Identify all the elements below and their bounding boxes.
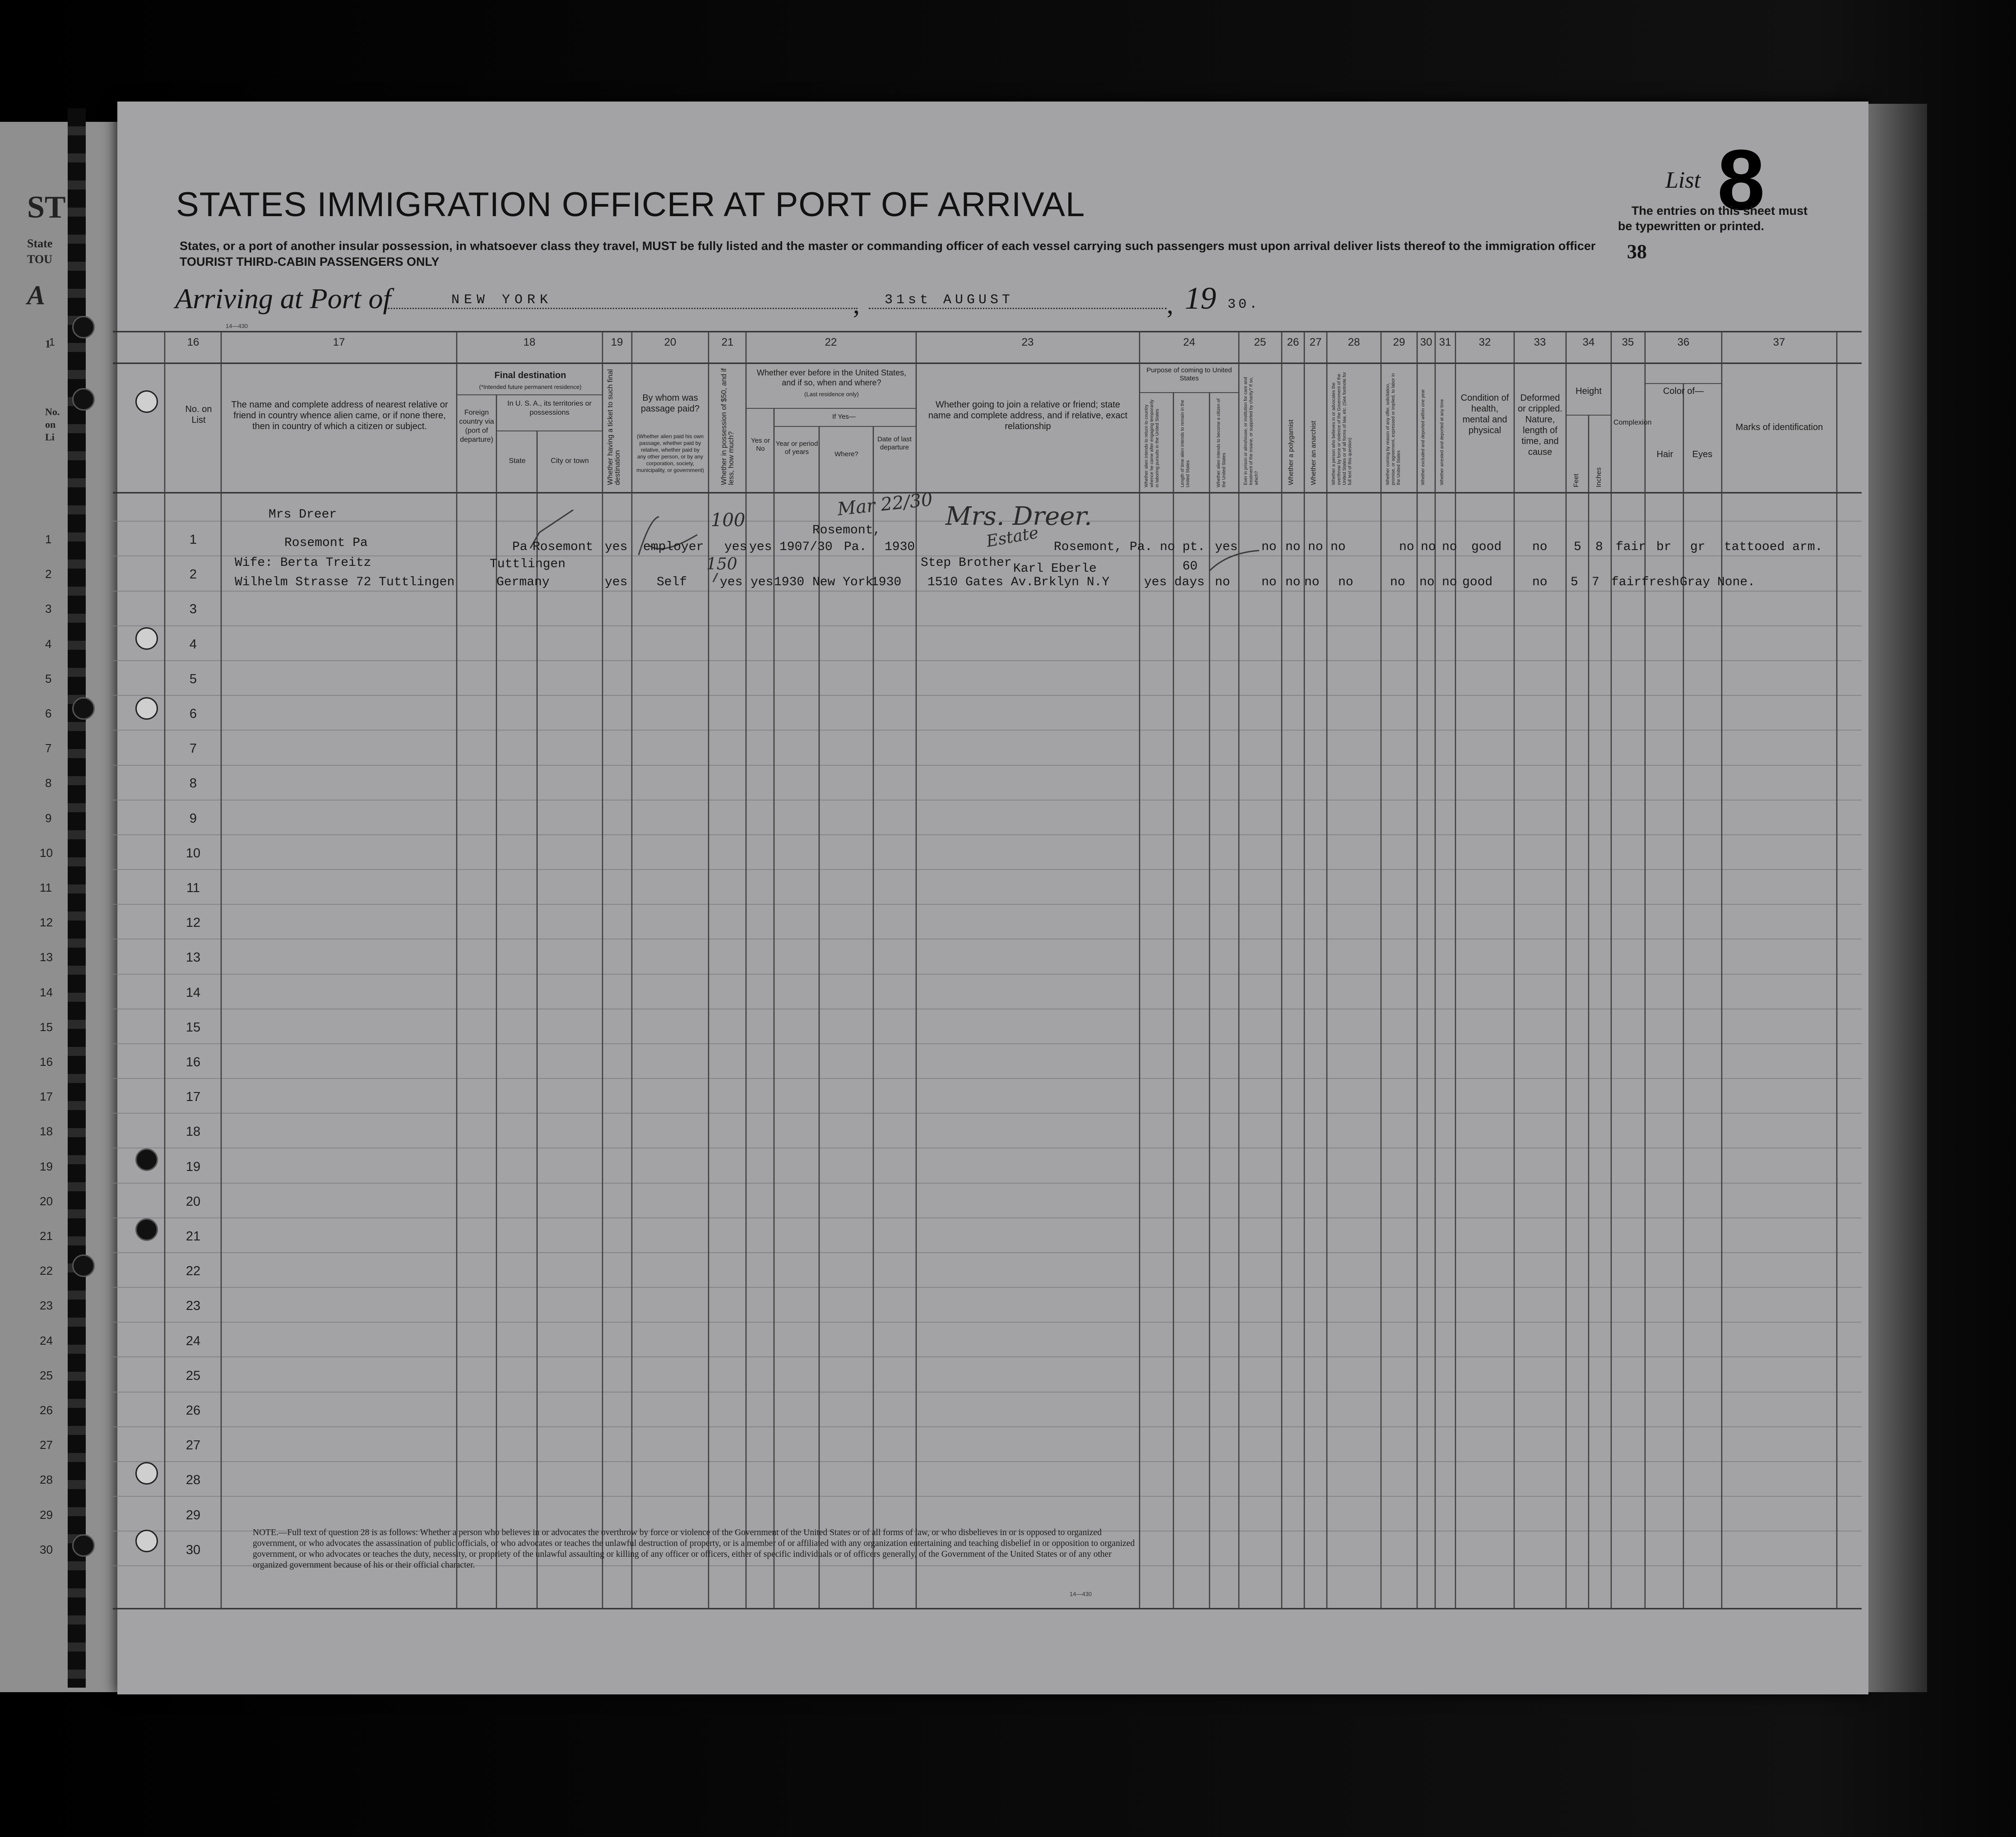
row1-years: 1907/30 <box>779 540 833 554</box>
column-number: 29 <box>1393 336 1405 348</box>
prev-page-row-number: 19 <box>40 1159 53 1173</box>
punch-hole <box>135 1530 158 1552</box>
header-purpose: Purpose of coming to United States <box>1146 366 1232 382</box>
row2-q31: no <box>1442 575 1457 589</box>
row-number: 8 <box>189 776 197 791</box>
row-number: 16 <box>185 1055 201 1069</box>
header-foreign-country: Foreign country via (port of departure) <box>459 409 494 444</box>
row1-marks: tattooed arm. <box>1724 540 1823 554</box>
row-number: 18 <box>185 1124 201 1139</box>
row2-years: 1930 <box>774 575 805 589</box>
row2-where: New York <box>812 575 873 589</box>
row-number: 15 <box>185 1020 201 1035</box>
punch-hole <box>72 1534 95 1557</box>
row2-has-money: yes <box>720 575 743 589</box>
row1-health: good <box>1471 540 1502 554</box>
row-number: 23 <box>185 1299 201 1314</box>
header-height: Height <box>1576 386 1602 396</box>
prev-page-row-number: 2 <box>45 567 52 581</box>
prev-page-row-number: 4 <box>45 637 52 651</box>
header-hair: Hair <box>1656 449 1673 459</box>
row1-inches: 8 <box>1595 540 1603 554</box>
prev-page-row-number: 5 <box>45 671 52 685</box>
row1-hair: br <box>1656 540 1672 554</box>
row2-length-of-stay-number: 60 <box>1182 560 1198 574</box>
list-note-line-2: be typewritten or printed. <box>1618 219 1765 233</box>
punch-hole <box>72 316 95 338</box>
row1-relative-address: Rosemont Pa <box>284 536 368 550</box>
header-purpose-return: Whether alien intends to return to country whence he came after engaging temporarily in laboring pursuits in the United States <box>1144 399 1160 487</box>
row1-polygamist: no <box>1285 540 1301 554</box>
row2-last-departure: 1930 <box>871 575 902 589</box>
row1-hand-annotation-2: Estate <box>985 523 1040 551</box>
row2-q30: no <box>1419 575 1435 589</box>
comma-separator: , <box>853 289 860 319</box>
comma-separator: , <box>1167 289 1173 319</box>
row2-deformed: no <box>1532 575 1548 589</box>
punch-hole <box>72 697 95 720</box>
row-number: 26 <box>185 1403 201 1418</box>
port-of-arrival: NEW YORK <box>451 292 553 308</box>
punch-hole <box>135 1218 158 1241</box>
row-number: 17 <box>185 1090 201 1105</box>
header-inches: Inches <box>1595 467 1603 487</box>
column-number: 22 <box>825 336 837 348</box>
header-final-destination: Final destination <box>494 370 566 380</box>
row1-joining-handwritten: Mrs. Dreer. <box>945 502 1092 531</box>
column-number: 31 <box>1439 336 1451 348</box>
column-number: 35 <box>1622 336 1634 348</box>
row2-feet: 5 <box>1571 575 1578 589</box>
row1-city: Rosemont <box>533 540 593 554</box>
prev-page-row-number: 25 <box>40 1368 53 1382</box>
row1-deformed: no <box>1532 540 1548 554</box>
row2-anarchist: no <box>1304 575 1320 589</box>
page-title: STATES IMMIGRATION OFFICER AT PORT OF ARRIVAL <box>176 185 1085 224</box>
prev-page-row-number: 28 <box>40 1473 53 1487</box>
row1-where-line1: Rosemont, <box>812 523 881 537</box>
header-city: City or town <box>551 457 589 465</box>
prev-page-fragment: Li <box>45 431 55 443</box>
header-final-destination-note: (*Intended future permanent residence) <box>479 384 582 390</box>
row2-relative-address: Wilhelm Strasse 72 Tuttlingen <box>235 575 455 589</box>
prev-page-row-number: 30 <box>40 1542 53 1556</box>
header-q30: Whether excluded and deported within one year <box>1421 389 1426 485</box>
column-number: 21 <box>721 336 734 348</box>
row1-prison: no <box>1261 540 1277 554</box>
row1-passage-paid-by: employer <box>643 540 704 554</box>
header-passage: By whom was passage paid? <box>640 393 700 414</box>
header-in-usa: In U. S. A., its territories or possessions <box>507 400 592 416</box>
row-number: 25 <box>185 1368 201 1383</box>
row-number: 14 <box>185 985 201 1000</box>
prev-page-fragment: A <box>27 280 46 310</box>
punch-hole <box>135 1462 158 1485</box>
form-code-bottom: 14—430 <box>1070 1591 1092 1597</box>
column-number: 17 <box>333 336 345 348</box>
arrival-date: 31st AUGUST <box>885 292 1014 308</box>
sheet-number: 38 <box>1627 241 1647 263</box>
prev-page-row-number: 16 <box>40 1055 53 1069</box>
prev-page-fragment: 1 <box>45 338 51 350</box>
year-suffix: 30. <box>1228 297 1261 312</box>
row2-polygamist: no <box>1285 575 1301 589</box>
header-polygamist: Whether a polygamist <box>1287 419 1295 485</box>
prev-page-row-number: 6 <box>45 707 52 720</box>
row1-joining-address: Rosemont, Pa. <box>1054 540 1153 554</box>
prev-page-row-number: 21 <box>40 1229 53 1243</box>
prev-page-row-number: 26 <box>40 1403 53 1417</box>
prev-page-row-number: 29 <box>40 1508 53 1522</box>
header-relative: The name and complete address of nearest relative or friend in country whence alien came, or if none there, then in country of which a citizen or subject. <box>231 400 448 431</box>
row2-inches: 7 <box>1592 575 1599 589</box>
row2-joining-address: 1510 Gates Av.Brklyn N.Y <box>927 575 1110 589</box>
row1-has-money: yes <box>724 540 747 554</box>
list-label: List <box>1665 167 1701 193</box>
footnote-question-28: NOTE.—Full text of question 28 is as follows: Whether a person who believes in or advocates the overthrow by force or violence of the Government of the United States or of all forms of law, or who disbelieves in or is opposed to organized government, or who advocates the assassination of public officials, or who advocates or teaches the unlawful destruction of property, or is a member of or affiliated with any organization entertaining and teaching disbelief in or opposition to organized government, or who advocates or teaches the duty, necessity, or propriety of the unlawful assaulting or killing of any officer or officers, either of specific individuals or of officers generally, of the Government of the United States or of any other organized government because of his or their official character. <box>253 1528 1135 1570</box>
column-number: 20 <box>664 336 677 348</box>
row1-length-of-stay: pt. <box>1182 540 1205 554</box>
prev-page-row-number: 20 <box>40 1194 53 1208</box>
prev-page-row-number: 1 <box>45 532 52 546</box>
header-where: Where? <box>834 450 858 458</box>
prev-page-row-number: 17 <box>40 1090 53 1104</box>
punch-hole <box>135 697 158 720</box>
punch-hole <box>135 390 158 413</box>
column-number: 26 <box>1287 336 1299 348</box>
row-number: 9 <box>189 811 197 826</box>
row2-health: good <box>1462 575 1493 589</box>
row-number: 27 <box>185 1438 201 1453</box>
row-number: 10 <box>185 846 201 861</box>
header-purpose-length: Length of time alien intends to remain in the United States <box>1180 399 1191 487</box>
row2-hair: fresh <box>1641 575 1680 589</box>
header-passage-note: (Whether alien paid his own passage, whether paid by relative, whether paid by any other person, or by any corporation, society, municipality, or government) <box>636 433 704 473</box>
row1-return: no <box>1160 540 1175 554</box>
row-number: 3 <box>189 602 197 617</box>
prev-page-row-number: 10 <box>40 846 53 860</box>
row2-ever-in-us: yes <box>751 575 774 589</box>
header-marks: Marks of identification <box>1735 422 1823 432</box>
column-number: 34 <box>1582 336 1595 348</box>
column-number: 37 <box>1773 336 1785 348</box>
row2-joining-name: Karl Eberle <box>1013 562 1097 576</box>
row2-length-of-stay-unit: days <box>1174 575 1205 589</box>
row-number: 20 <box>185 1194 201 1209</box>
row2-q28: no <box>1338 575 1353 589</box>
row-number: 1 <box>189 532 197 547</box>
header-q31: Whether arrested and deported at any time <box>1440 399 1445 485</box>
row-number: 11 <box>186 881 200 895</box>
prev-page-row-number: 8 <box>45 776 52 790</box>
row-number: 13 <box>185 950 201 965</box>
header-yes-no: Yes or No <box>751 437 770 453</box>
prev-page-row-number: 13 <box>40 950 53 964</box>
header-q29: Whether coming by reason of any offer, solicitation, promise, or agreement, expressed or implied, to labor in the United States <box>1386 373 1401 485</box>
column-number: 27 <box>1309 336 1322 348</box>
prev-page-fragment: TOU <box>27 253 52 266</box>
row-number: 21 <box>185 1229 201 1244</box>
header-joining: Whether going to join a relative or friend; state name and complete address, and if relative, exact relationship <box>928 400 1128 431</box>
row-number: 29 <box>185 1508 201 1522</box>
row2-ticket: yes <box>605 575 628 589</box>
prev-page-row-number: 22 <box>40 1264 53 1278</box>
row-number: 4 <box>189 637 197 652</box>
header-complexion: Complexion <box>1613 419 1652 426</box>
row-number: 6 <box>189 707 197 721</box>
column-number: 36 <box>1677 336 1690 348</box>
prev-page-row-number: 9 <box>45 811 52 825</box>
header-no-on-list: No. on List <box>185 404 212 425</box>
punch-hole <box>135 1148 158 1171</box>
prev-page-row-number: 14 <box>40 985 53 999</box>
row2-foreign-country: Germany <box>496 575 550 589</box>
column-number: 25 <box>1254 336 1266 348</box>
row-number: 2 <box>189 567 197 582</box>
row1-feet: 5 <box>1574 540 1581 554</box>
header-prison: Ever in prison or almshouse, or institution for care and treatment of the insane, or supported by charity? If so, which? <box>1243 377 1259 485</box>
prev-page-fragment: No. <box>45 406 60 417</box>
row-number: 24 <box>185 1333 201 1348</box>
row2-eyes: Gray <box>1680 575 1710 589</box>
row1-eyes: gr <box>1690 540 1705 554</box>
row2-complexion: fair <box>1611 575 1642 589</box>
prev-page-row-number: 3 <box>45 602 52 616</box>
header-ever-in-us: Whether ever before in the United States, and if so, when and where? <box>756 368 907 387</box>
list-note-line-1: The entries on this sheet must <box>1631 204 1808 217</box>
column-number: 18 <box>523 336 536 348</box>
header-eyes: Eyes <box>1692 449 1713 459</box>
row1-last-departure: 1930 <box>885 540 915 554</box>
column-number: 23 <box>1021 336 1034 348</box>
row1-q30: no <box>1421 540 1436 554</box>
row2-prison: no <box>1261 575 1277 589</box>
prev-page-row-number: 15 <box>40 1020 53 1034</box>
row1-ever-in-us: yes <box>749 540 772 554</box>
header-q28: Whether a person who believes in or advocates the overthrow by force or violence of the Government of the United States or of all forms of law, etc. (See footnote for full text of this question) <box>1331 372 1353 485</box>
row2-passage-paid-by: Self <box>657 575 687 589</box>
row1-money: 100 <box>711 510 746 531</box>
prev-page-row-number: 18 <box>40 1124 53 1138</box>
row1-anarchist: no <box>1308 540 1323 554</box>
header-anarchist: Whether an anarchist <box>1310 421 1317 485</box>
column-number: 16 <box>187 336 199 348</box>
row1-relative-name: Mrs Dreer <box>269 508 337 522</box>
prev-page-fragment: ST <box>27 190 66 225</box>
prev-page-row-number: 7 <box>45 741 52 755</box>
row1-ticket: yes <box>605 540 628 554</box>
punch-hole <box>135 627 158 650</box>
row2-relative-name: Wife: Berta Treitz <box>235 556 371 570</box>
page-subtitle: States, or a port of another insular possession, in whatsoever class they travel, MUST be fully listed and the master or commanding officer of each vessel carrying such passengers must upon arrival deliver lists thereof to the immigration officer <box>180 239 1596 253</box>
prev-page-row-number: 27 <box>40 1438 53 1452</box>
row2-money: 150 <box>706 555 737 574</box>
arriving-label: Arriving at Port of <box>175 282 391 315</box>
row1-citizen: yes <box>1215 540 1238 554</box>
column-number: 28 <box>1348 336 1360 348</box>
row-number: 7 <box>189 741 197 756</box>
column-number: 32 <box>1478 336 1491 348</box>
header-money: Whether in possession of $50, and if less, how much? <box>720 368 735 485</box>
prev-page-fragment: on <box>45 419 56 430</box>
row-number: 12 <box>185 916 201 930</box>
column-number: 19 <box>611 336 623 348</box>
passenger-class-line: TOURIST THIRD-CABIN PASSENGERS ONLY <box>180 255 440 268</box>
row1-q28: no <box>1330 540 1346 554</box>
row1-q29: no <box>1399 540 1414 554</box>
header-if-yes: If Yes— <box>832 413 856 421</box>
header-state: State <box>509 457 526 465</box>
row1-q31: no <box>1442 540 1457 554</box>
row1-complexion: fair <box>1616 540 1646 554</box>
row2-marks: None. <box>1717 575 1756 589</box>
header-year: Year or period of years <box>775 440 818 456</box>
row-number: 28 <box>185 1473 201 1488</box>
header-color-of: Color of— <box>1663 386 1704 396</box>
header-deformed: Deformed or crippled. Nature, length of time, and cause <box>1518 393 1562 457</box>
prev-page-row-number: 24 <box>40 1333 53 1347</box>
row2-joining-relation: Step Brother <box>921 556 1012 570</box>
column-number: 33 <box>1534 336 1546 348</box>
row-number: 30 <box>185 1542 201 1557</box>
row2-return: yes <box>1144 575 1167 589</box>
year-prefix: 19 <box>1185 281 1216 316</box>
list-number: 8 <box>1717 132 1765 228</box>
row-number: 22 <box>185 1264 201 1279</box>
column-number: 30 <box>1420 336 1432 348</box>
row2-citizen: no <box>1215 575 1230 589</box>
prev-page-row-number: 23 <box>40 1299 53 1313</box>
prev-page-row-number: 11 <box>40 881 52 894</box>
header-health: Condition of health, mental and physical <box>1460 393 1509 435</box>
punch-hole <box>72 388 95 411</box>
header-ever-in-us-note: (Last residence only) <box>804 391 859 398</box>
header-last-departure: Date of last departure <box>877 435 912 451</box>
prev-page-row-number: 12 <box>40 916 53 930</box>
row2-foreign-via: Tuttlingen <box>490 557 566 571</box>
row2-q29: no <box>1390 575 1405 589</box>
column-number: 24 <box>1183 336 1196 348</box>
row1-hand-annotation: Mar 22/30 <box>836 489 934 520</box>
header-feet: Feet <box>1572 473 1580 487</box>
prev-page-fragment: State <box>27 237 53 250</box>
punch-hole <box>72 1254 95 1277</box>
row-rules <box>113 521 1862 1566</box>
row1-state: Pa <box>512 540 528 554</box>
header-purpose-citizen: Whether alien intends to become a citizen of the United States <box>1216 398 1227 487</box>
row-number: 19 <box>185 1159 201 1174</box>
form-code-top: 14—430 <box>226 323 248 329</box>
header-ticket: Whether having a ticket to such final destination <box>607 369 621 485</box>
row-number: 5 <box>189 671 197 686</box>
row1-where-line2: Pa. <box>844 540 867 554</box>
